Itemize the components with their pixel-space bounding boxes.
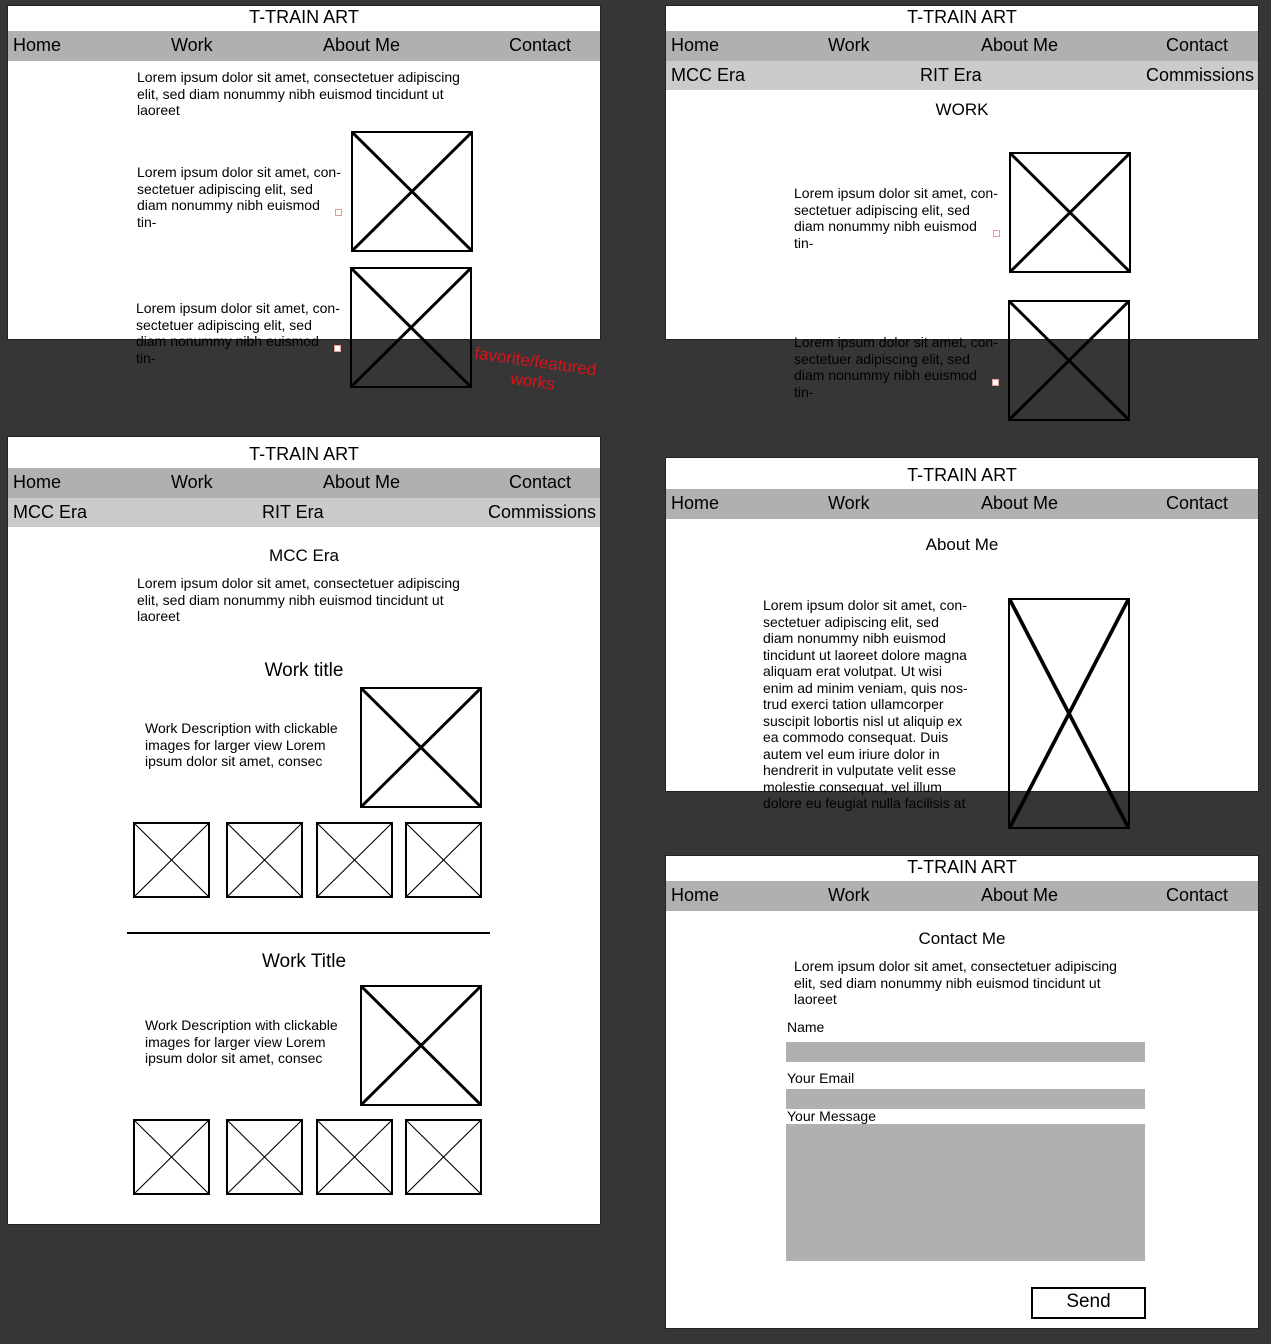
link-icon[interactable] [334,345,341,352]
image-placeholder[interactable] [350,267,472,388]
thumbnail-placeholder[interactable] [316,822,393,898]
sub-nav [666,61,1258,90]
nav-work[interactable]: Work [828,35,870,55]
main-nav [666,489,1258,519]
site-title: T-TRAIN ART [249,444,359,464]
about-body-text: Lorem ipsum dolor sit amet, con-sectetuer adipiscing elit, sed diam nonummy nibh euismod tincidunt ut laoreet dolore magna aliquam erat volutpat. Ut wisi enim ad minim veniam, quis nos-trud exerci tation ullamcorper suscipit lobortis nisl ut aliquip ex ea commodo consequat. Duis autem vel eum iriure dolor in hendrerit in vulputate velit esse molestie consequat, vel illum dolore eu feugiat nulla facilisis at [763,597,968,811]
image-placeholder[interactable] [360,985,482,1106]
work-item-text: Lorem ipsum dolor sit amet, con-sectetuer adipiscing elit, sed diam nonummy nibh euismod tin- [794,185,998,251]
work-description: Work Description with clickable images for larger view Lorem ipsum dolor sit amet, consec [145,1017,338,1066]
site-title: T-TRAIN ART [907,465,1017,485]
nav-home[interactable]: Home [671,35,720,55]
nav-about[interactable]: About Me [323,472,401,492]
main-nav [8,31,600,61]
thumbnail-placeholder[interactable] [405,822,482,898]
subnav-commissions[interactable]: Commissions [1146,65,1255,85]
intro-text: Lorem ipsum dolor sit amet, consectetuer adipiscing elit, sed diam nonummy nibh euismod tincidunt ut laoreet [794,958,1117,1007]
subnav-commissions[interactable]: Commissions [488,502,597,522]
work-item-text: Lorem ipsum dolor sit amet, con-sectetuer adipiscing elit, sed diam nonummy nibh euismod tin- [794,334,998,400]
portrait-placeholder [1008,598,1130,829]
work-description: Work Description with clickable images for larger view Lorem ipsum dolor sit amet, consec [145,720,338,769]
thumbnail-placeholder[interactable] [226,1119,303,1195]
work-title: Work title [264,660,344,681]
section-divider [127,932,490,934]
image-placeholder[interactable] [1009,152,1131,273]
intro-text: Lorem ipsum dolor sit amet, consectetuer adipiscing elit, sed diam nonummy nibh euismod tincidunt ut laoreet [137,69,460,118]
site-title: T-TRAIN ART [249,7,359,27]
link-icon[interactable] [992,379,999,386]
nav-about[interactable]: About Me [981,493,1059,513]
artboard-mcc-era [7,436,601,1225]
intro-text: Lorem ipsum dolor sit amet, consectetuer adipiscing elit, sed diam nonummy nibh euismod tincidunt ut laoreet [137,575,460,624]
message-label: Your Message [787,1108,876,1124]
subnav-mcc-era[interactable]: MCC Era [13,502,88,522]
nav-work[interactable]: Work [828,885,870,905]
featured-item-text: Lorem ipsum dolor sit amet, con-sectetuer adipiscing elit, sed diam nonummy nibh euismod tin- [136,300,340,366]
site-title: T-TRAIN ART [907,7,1017,27]
page-heading: About Me [925,535,999,554]
image-placeholder[interactable] [360,687,482,808]
artboard-contact [665,855,1259,1329]
email-label: Your Email [787,1070,855,1086]
nav-home[interactable]: Home [13,472,62,492]
nav-home[interactable]: Home [13,35,62,55]
artboard-work [665,5,1259,340]
featured-works-annotation: favorite/featured works [473,343,598,394]
work-title: Work Title [261,951,347,972]
main-nav [666,881,1258,911]
nav-about[interactable]: About Me [981,35,1059,55]
send-button[interactable]: Send [1031,1287,1146,1319]
nav-home[interactable]: Home [671,493,720,513]
nav-home[interactable]: Home [671,885,720,905]
sub-nav [8,498,600,527]
site-title: T-TRAIN ART [907,857,1017,877]
name-label: Name [787,1019,825,1035]
page-heading: MCC Era [269,546,339,565]
thumbnail-placeholder[interactable] [226,822,303,898]
nav-work[interactable]: Work [171,472,213,492]
link-icon[interactable] [335,209,342,216]
nav-contact[interactable]: Contact [1166,35,1229,55]
image-placeholder[interactable] [351,131,473,252]
nav-contact[interactable]: Contact [509,472,572,492]
link-icon[interactable] [993,230,1000,237]
page-heading: Contact Me [918,929,1006,948]
thumbnail-placeholder[interactable] [133,1119,210,1195]
artboard-home [7,5,601,340]
nav-contact[interactable]: Contact [1166,885,1229,905]
thumbnail-placeholder[interactable] [405,1119,482,1195]
nav-work[interactable]: Work [171,35,213,55]
nav-contact[interactable]: Contact [1166,493,1229,513]
thumbnail-placeholder[interactable] [316,1119,393,1195]
nav-work[interactable]: Work [828,493,870,513]
featured-item-text: Lorem ipsum dolor sit amet, con-sectetuer adipiscing elit, sed diam nonummy nibh euismod tin- [137,164,341,230]
subnav-rit-era[interactable]: RIT Era [920,65,982,85]
name-field[interactable] [786,1042,1145,1062]
nav-about[interactable]: About Me [981,885,1059,905]
thumbnail-placeholder[interactable] [133,822,210,898]
email-field[interactable] [786,1089,1145,1109]
subnav-mcc-era[interactable]: MCC Era [671,65,746,85]
subnav-rit-era[interactable]: RIT Era [262,502,324,522]
nav-contact[interactable]: Contact [509,35,572,55]
main-nav [8,468,600,498]
page-heading: WORK [935,100,989,119]
main-nav [666,31,1258,61]
message-field[interactable] [786,1124,1145,1261]
image-placeholder[interactable] [1008,300,1130,421]
nav-about[interactable]: About Me [323,35,401,55]
